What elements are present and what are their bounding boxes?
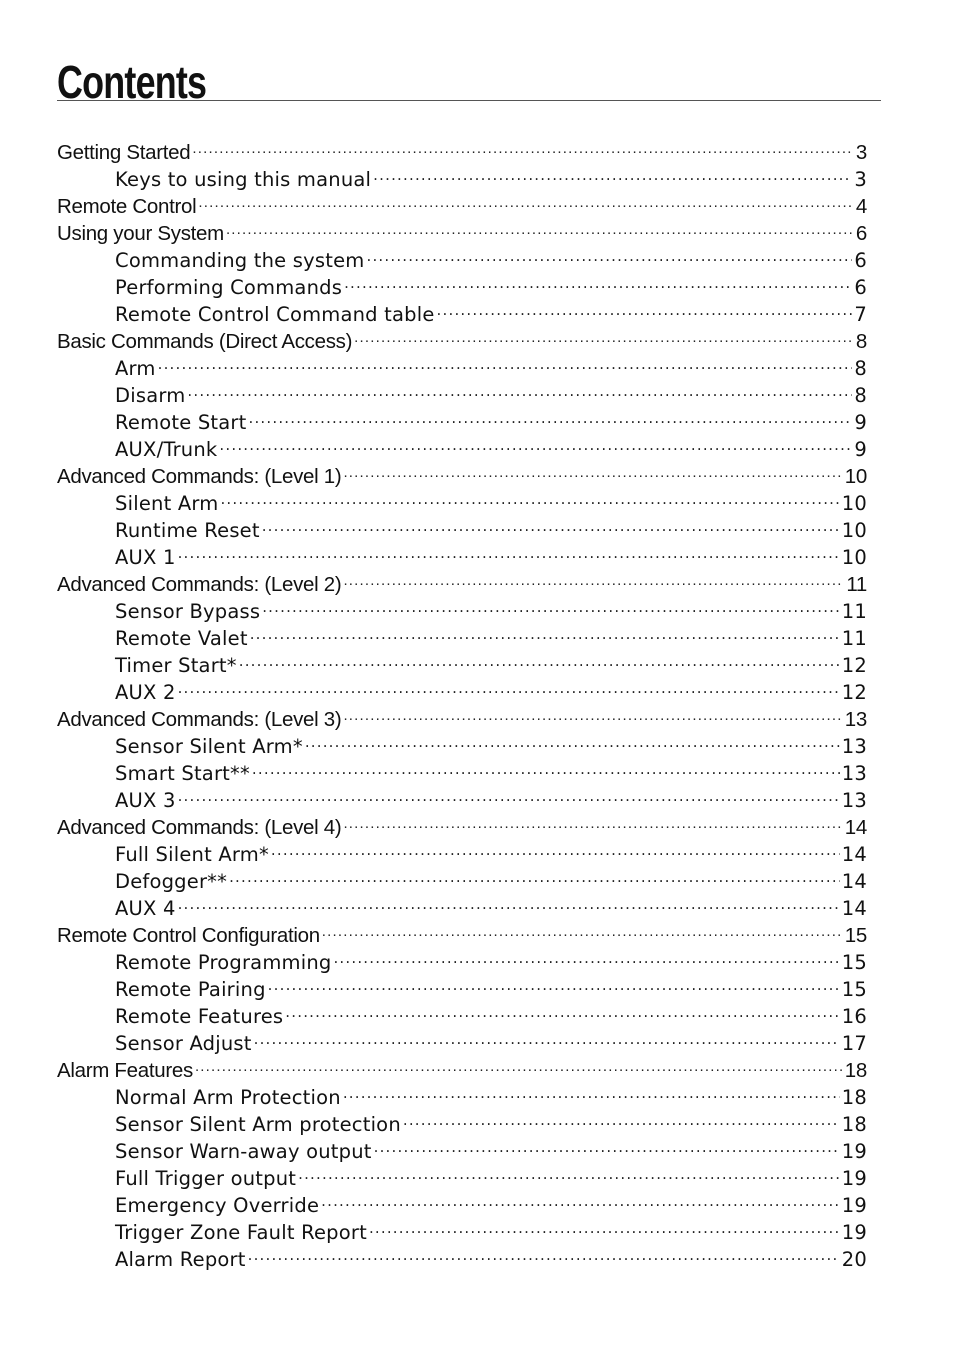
toc-entry-label: Keys to using this manual [115,168,372,191]
toc-page-number: 13 [844,708,867,731]
toc-entry-label: Advanced Commands: (Level 3) [57,708,342,731]
dot-leader [226,213,854,240]
toc-entry-label: Advanced Commands: (Level 2) [57,573,342,596]
toc-page-number: 18 [841,1113,867,1136]
dot-leader [344,267,852,294]
toc-subsection-entry[interactable] [57,672,867,704]
dot-leader [178,672,840,699]
toc-page-number: 20 [841,1248,867,1271]
toc-page-number: 3 [855,141,867,164]
dot-leader [321,1185,840,1212]
dot-leader [187,375,852,402]
toc-page-number: 14 [841,843,867,866]
table-of-contents [57,132,867,1271]
toc-entry-label: Normal Arm Protection [115,1086,341,1109]
toc-entry-label: Timer Start* [115,654,237,677]
dot-leader [343,807,842,834]
dot-leader [178,888,840,915]
toc-page-number: 12 [841,654,867,677]
dot-leader [343,699,842,726]
toc-page-number: 3 [854,168,867,191]
toc-entry-label: Sensor Silent Arm* [115,735,303,758]
toc-section-entry[interactable] [57,915,867,947]
toc-page-number: 11 [841,627,867,650]
dot-leader [343,456,842,483]
toc-section-entry[interactable] [57,132,867,164]
toc-entry-label: Advanced Commands: (Level 1) [57,465,342,488]
dot-leader [305,726,840,753]
toc-section-entry[interactable] [57,564,867,596]
dot-leader [373,159,852,186]
dot-leader [220,483,839,510]
toc-entry-label: AUX 2 [115,681,176,704]
toc-page-number: 8 [854,357,867,380]
toc-entry-label: Full Trigger output [115,1167,297,1190]
toc-page-number: 19 [841,1194,867,1217]
page-title: Contents [57,56,207,108]
toc-entry-label: Alarm Features [57,1059,193,1082]
toc-page-number: 13 [841,762,867,785]
dot-leader [322,915,843,942]
dot-leader [437,294,853,321]
toc-entry-label: Sensor Silent Arm protection [115,1113,401,1136]
toc-entry-label: AUX 1 [115,546,176,569]
toc-page-number: 11 [841,600,867,623]
toc-entry-label: Sensor Bypass [115,600,261,623]
toc-page-number: 10 [844,465,867,488]
toc-entry-label: Arm [115,357,156,380]
toc-page-number: 10 [841,519,867,542]
toc-entry-label: Disarm [115,384,186,407]
toc-entry-label: Sensor Adjust [115,1032,252,1055]
dot-leader [262,591,840,618]
toc-entry-label: Alarm Report [115,1248,246,1271]
dot-leader [229,861,840,888]
toc-page-number: 14 [841,870,867,893]
dot-leader [252,753,840,780]
toc-page-number: 8 [854,384,867,407]
dot-leader [219,429,852,456]
toc-subsection-entry[interactable] [57,348,867,380]
dot-leader [248,402,852,429]
toc-page-number: 13 [841,789,867,812]
toc-page-number: 8 [855,330,867,353]
toc-entry-label: Getting Started [57,141,191,164]
toc-entry-label: Trigger Zone Fault Report [115,1221,367,1244]
toc-section-entry[interactable] [57,699,867,731]
toc-page-number: 19 [841,1140,867,1163]
dot-leader [178,537,840,564]
toc-entry-label: Runtime Reset [115,519,260,542]
toc-page-number: 18 [841,1086,867,1109]
toc-entry-label: Remote Start [115,411,247,434]
toc-entry-label: AUX 4 [115,897,176,920]
toc-page-number: 6 [855,222,867,245]
toc-entry-label: Remote Valet [115,627,248,650]
dot-leader [239,645,840,672]
toc-subsection-entry[interactable] [57,537,867,569]
toc-page-number: 10 [841,546,867,569]
dot-leader [403,1104,840,1131]
toc-entry-label: AUX 3 [115,789,176,812]
toc-entry-label: Remote Features [115,1005,284,1028]
dot-leader [298,1158,840,1185]
toc-entry-label: Remote Programming [115,951,332,974]
toc-entry-label: Remote Pairing [115,978,266,1001]
dot-leader [178,780,840,807]
toc-section-entry[interactable] [57,807,867,839]
dot-leader [254,1023,840,1050]
dot-leader [343,564,844,591]
toc-entry-label: Emergency Override [115,1194,320,1217]
toc-page-number: 4 [855,195,867,218]
dot-leader [285,996,839,1023]
toc-page-number: 12 [841,681,867,704]
dot-leader [366,240,852,267]
toc-entry-label: Remote Control [57,195,197,218]
toc-entry-label: Silent Arm [115,492,219,515]
toc-page-number: 15 [841,978,867,1001]
title-divider [57,100,881,101]
toc-page-number: 15 [841,951,867,974]
toc-page-number: 14 [841,897,867,920]
toc-page-number: 15 [844,924,867,947]
toc-entry-label: Full Silent Arm* [115,843,269,866]
toc-page-number: 13 [841,735,867,758]
dot-leader [195,1050,843,1077]
dot-leader [250,618,840,645]
toc-entry-label: Remote Control Command table [115,303,435,326]
toc-entry-label: Advanced Commands: (Level 4) [57,816,342,839]
toc-page-number: 9 [854,411,867,434]
dot-leader [343,1077,840,1104]
toc-page-number: 6 [854,249,867,272]
toc-entry-label: Defogger** [115,870,228,893]
dot-leader [369,1212,840,1239]
toc-page-number: 6 [854,276,867,299]
toc-entry-label: AUX/Trunk [115,438,218,461]
toc-entry-label: Commanding the system [115,249,365,272]
dot-leader [374,1131,840,1158]
toc-page-number: 19 [841,1221,867,1244]
dot-leader [262,510,840,537]
toc-page-number: 7 [854,303,867,326]
toc-page-number: 14 [844,816,867,839]
dot-leader [354,321,854,348]
toc-page-number: 18 [844,1059,867,1082]
dot-leader [158,348,853,375]
dot-leader [271,834,840,861]
toc-page-number: 19 [841,1167,867,1190]
toc-entry-label: Performing Commands [115,276,343,299]
toc-subsection-entry[interactable] [57,375,867,407]
toc-entry-label: Basic Commands (Direct Access) [57,330,353,353]
toc-page-number: 10 [841,492,867,515]
toc-page-number: 11 [846,573,867,596]
toc-page-number: 16 [841,1005,867,1028]
toc-page-number: 17 [841,1032,867,1055]
toc-entry-label: Using your System [57,222,224,245]
dot-leader [333,942,839,969]
dot-leader [198,186,854,213]
toc-page-number: 9 [854,438,867,461]
toc-subsection-entry[interactable] [57,780,867,812]
toc-entry-label: Smart Start** [115,762,250,785]
dot-leader [248,1239,840,1266]
dot-leader [192,132,854,159]
toc-entry-label: Remote Control Configuration [57,924,320,947]
dot-leader [268,969,840,996]
toc-entry-label: Sensor Warn-away output [115,1140,372,1163]
toc-subsection-entry[interactable] [57,888,867,920]
